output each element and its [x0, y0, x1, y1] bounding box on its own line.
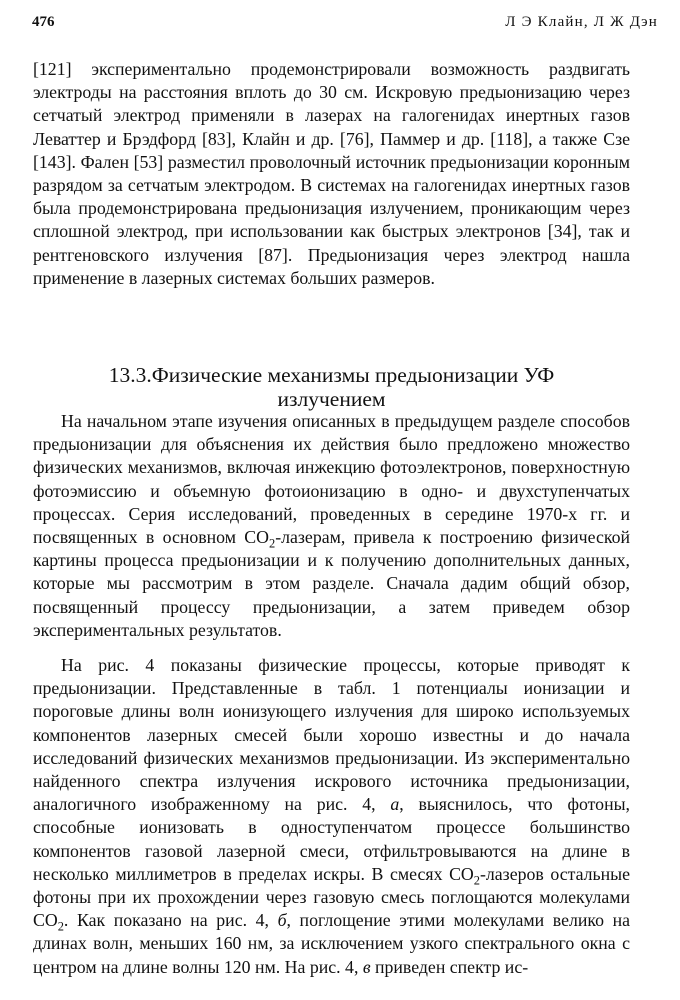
paragraph-text: На рис. 4 показаны физические процессы, которые приводят к предыонизации. Представленные в табл. 1 потенциалы ионизации и пороговые длины волн ионизующего излучения для широко используемых компонентов лазерных смесей были хорошо известны и до начала исследований физических механизмов предыонизации. Из экспериментально найденного спектра излучения искрового источника предыонизации, аналогичного изображенному на рис. 4, — [33, 655, 630, 815]
paragraph-text: , поглощение этими молекулами велико на длинах волн, меньших 160 нм, за исключением узкого спектрального окна с центром на длине волны 120 нм. На рис. 4, — [33, 910, 630, 977]
running-head-authors: Л Э Клайн, Л Ж Дэн — [505, 14, 658, 30]
paragraph-text: -лазерам, привела к построению физической картины процесса предыонизации и к получению дополнительных данных, которые мы рассмотрим в этом разделе. Сначала дадим общий обзор, посвященный процессу предыонизации, а затем приведем обзор экспериментальных результатов. — [33, 527, 630, 640]
paragraph-intro — [33, 410, 630, 642]
section-title-line-1: 13.3.Физические механизмы предыонизации УФ — [108, 362, 555, 387]
subscript: 2 — [57, 919, 64, 934]
paragraph-continuation — [33, 58, 630, 290]
running-head — [32, 14, 658, 36]
paragraph-text: [121] экспериментально продемонстрировали возможность раздвигать электроды на расстояния вплоть до 30 см. Искровую предыонизацию через сетчатый электрод применяли в лазерах на галогенидах инертных газов Леваттер и Брэдфорд [83], Клайн и др. [76], Паммер и др. [118], а также Сзе [143]. Фален [53] разместил проволочный источник предыонизации коронным разрядом за сетчатым электродом. В системах на галогенидах инертных газов была продемонстрирована предыонизация излучением, проникающим через сплошной электрод, при использовании как быстрых электронов [34], так и рентгеновского излучения [87]. Предыонизация через электрод нашла применение в лазерных системах больших размеров. — [33, 59, 630, 288]
paragraph-text: приведен спектр ис- — [370, 956, 529, 977]
paragraph-text: . Как показано на рис. 4, — [63, 910, 278, 931]
section-heading — [33, 363, 630, 411]
subscript: 2 — [269, 536, 276, 551]
subscript: 2 — [473, 873, 480, 888]
paragraph-text: На начальном этапе изучения описанных в предыдущем разделе способов предыонизации для объяснения их действия было предложено множество физических механизмов, включая инжекцию фотоэлектронов, поверхностную фотоэмиссию и объемную фотоионизацию в одно- и двухступенчатых процессах. Серия исследований, проведенных в середине 1970-х гг. и посвященных в основном CO — [33, 411, 630, 548]
figure-panel-ref: в — [362, 956, 371, 977]
figure-panel-ref: а — [390, 794, 400, 815]
section-title-line-2: излучением — [277, 386, 386, 411]
paragraph-figure-discussion — [33, 654, 630, 979]
figure-panel-ref: б — [277, 910, 287, 931]
paragraph-text: , выяснилось, что фотоны, способные ионизовать в одноступенчатом процессе большинство компонентов газовой лазерной смеси, отфильтровываются на длине в несколько миллиметров в пределах искры. В смесях CO — [33, 794, 630, 884]
paragraph-text: -лазеров остальные фотоны при их прохождении через газовую смесь поглощаются молекулами CO — [33, 863, 630, 931]
page-number: 476 — [32, 14, 55, 30]
